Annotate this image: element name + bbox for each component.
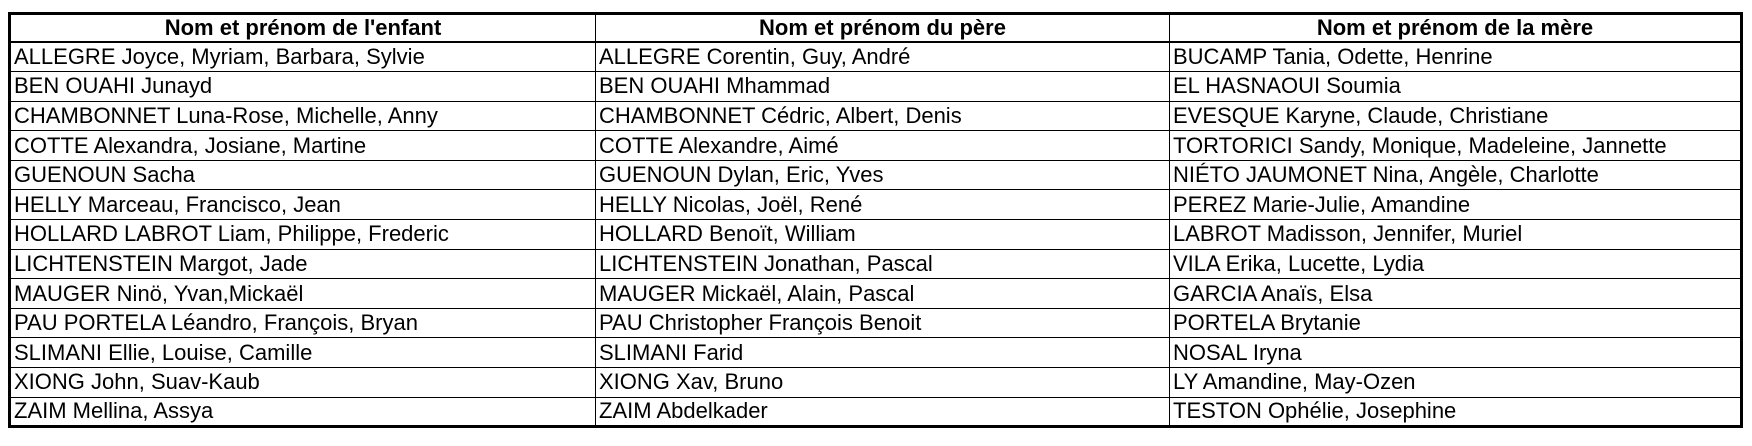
father-name-cell: COTTE Alexandre, Aimé <box>596 131 1170 161</box>
table-header-row <box>10 14 1742 43</box>
father-name-cell: PAU Christopher François Benoit <box>596 308 1170 338</box>
header-father-name: Nom et prénom du père <box>596 14 1170 43</box>
father-name-cell: BEN OUAHI Mhammad <box>596 72 1170 102</box>
child-name-cell: CHAMBONNET Luna-Rose, Michelle, Anny <box>10 101 596 131</box>
child-name-cell: ZAIM Mellina, Assya <box>10 397 596 427</box>
birth-registry-table <box>8 12 1743 428</box>
father-name-cell: MAUGER Mickaël, Alain, Pascal <box>596 279 1170 309</box>
child-name-cell: BEN OUAHI Junayd <box>10 72 596 102</box>
table-row <box>10 131 1742 161</box>
table-row <box>10 160 1742 190</box>
child-name-cell: HELLY Marceau, Francisco, Jean <box>10 190 596 220</box>
table-row <box>10 279 1742 309</box>
father-name-cell: SLIMANI Farid <box>596 338 1170 368</box>
child-name-cell: COTTE Alexandra, Josiane, Martine <box>10 131 596 161</box>
father-name-cell: HOLLARD Benoït, William <box>596 220 1170 250</box>
father-name-cell: ZAIM Abdelkader <box>596 397 1170 427</box>
mother-name-cell: TORTORICI Sandy, Monique, Madeleine, Jannette <box>1170 131 1742 161</box>
child-name-cell: SLIMANI Ellie, Louise, Camille <box>10 338 596 368</box>
child-name-cell: LICHTENSTEIN Margot, Jade <box>10 249 596 279</box>
child-name-cell: HOLLARD LABROT Liam, Philippe, Frederic <box>10 220 596 250</box>
table-row <box>10 101 1742 131</box>
mother-name-cell: PORTELA Brytanie <box>1170 308 1742 338</box>
table-row <box>10 72 1742 102</box>
mother-name-cell: TESTON Ophélie, Josephine <box>1170 397 1742 427</box>
mother-name-cell: LABROT Madisson, Jennifer, Muriel <box>1170 220 1742 250</box>
table-row <box>10 220 1742 250</box>
father-name-cell: XIONG Xav, Bruno <box>596 368 1170 398</box>
table-row <box>10 397 1742 427</box>
father-name-cell: HELLY Nicolas, Joël, René <box>596 190 1170 220</box>
mother-name-cell: EVESQUE Karyne, Claude, Christiane <box>1170 101 1742 131</box>
table-body <box>10 42 1742 427</box>
mother-name-cell: LY Amandine, May-Ozen <box>1170 368 1742 398</box>
father-name-cell: ALLEGRE Corentin, Guy, André <box>596 42 1170 72</box>
header-mother-name: Nom et prénom de la mère <box>1170 14 1742 43</box>
mother-name-cell: VILA Erika, Lucette, Lydia <box>1170 249 1742 279</box>
mother-name-cell: BUCAMP Tania, Odette, Henrine <box>1170 42 1742 72</box>
father-name-cell: CHAMBONNET Cédric, Albert, Denis <box>596 101 1170 131</box>
father-name-cell: GUENOUN Dylan, Eric, Yves <box>596 160 1170 190</box>
table-row <box>10 42 1742 72</box>
mother-name-cell: GARCIA Anaïs, Elsa <box>1170 279 1742 309</box>
child-name-cell: ALLEGRE Joyce, Myriam, Barbara, Sylvie <box>10 42 596 72</box>
header-child-name: Nom et prénom de l'enfant <box>10 14 596 43</box>
table-row <box>10 338 1742 368</box>
child-name-cell: MAUGER Ninö, Yvan,Mickaël <box>10 279 596 309</box>
table-row <box>10 249 1742 279</box>
table-row <box>10 190 1742 220</box>
mother-name-cell: PEREZ Marie-Julie, Amandine <box>1170 190 1742 220</box>
mother-name-cell: EL HASNAOUI Soumia <box>1170 72 1742 102</box>
father-name-cell: LICHTENSTEIN Jonathan, Pascal <box>596 249 1170 279</box>
table-row <box>10 368 1742 398</box>
child-name-cell: GUENOUN Sacha <box>10 160 596 190</box>
table-row <box>10 308 1742 338</box>
mother-name-cell: NIÉTO JAUMONET Nina, Angèle, Charlotte <box>1170 160 1742 190</box>
mother-name-cell: NOSAL Iryna <box>1170 338 1742 368</box>
child-name-cell: PAU PORTELA Léandro, François, Bryan <box>10 308 596 338</box>
child-name-cell: XIONG John, Suav-Kaub <box>10 368 596 398</box>
